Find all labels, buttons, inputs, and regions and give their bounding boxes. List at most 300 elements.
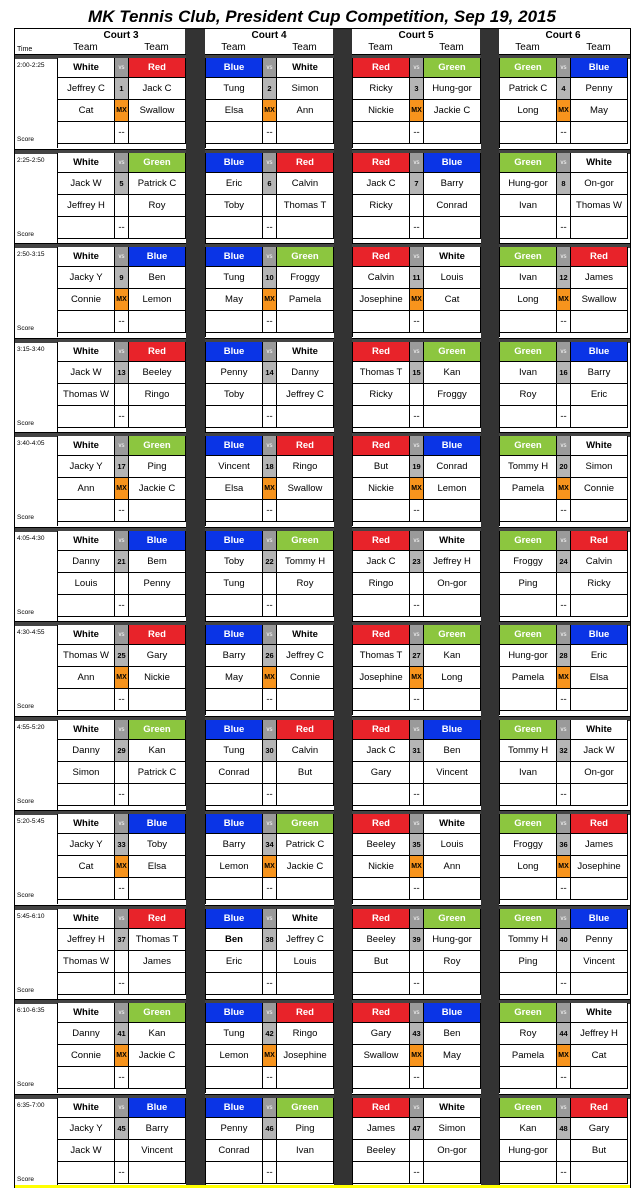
score-input[interactable]: [353, 595, 410, 617]
score-input[interactable]: [500, 973, 557, 995]
score-separator: --: [410, 878, 424, 900]
player-name: James: [129, 951, 186, 973]
score-input[interactable]: [353, 217, 410, 239]
player-name: Eric: [206, 173, 263, 195]
match-number: 35: [410, 834, 424, 856]
score-input[interactable]: [500, 1162, 557, 1184]
court-divider: [334, 905, 352, 1000]
score-input[interactable]: [206, 311, 263, 333]
score-input[interactable]: [571, 973, 628, 995]
team-badge: Green: [500, 436, 557, 456]
vs-label: vs: [115, 1003, 129, 1023]
match-number: 8: [557, 173, 571, 195]
mixed-badge: MX: [410, 856, 424, 878]
score-separator: --: [263, 878, 277, 900]
player-name: Toby: [206, 195, 263, 217]
match-number: 47: [410, 1118, 424, 1140]
court-divider: [481, 338, 499, 433]
player-name: Penny: [571, 929, 628, 951]
player-name: Ivan: [500, 762, 557, 784]
player-name: Kan: [129, 740, 186, 762]
vs-label: vs: [115, 436, 129, 456]
score-input[interactable]: [500, 406, 557, 428]
player-name: Josephine: [571, 856, 628, 878]
blank-cell: [263, 1140, 277, 1162]
score-input[interactable]: [424, 311, 481, 333]
score-input[interactable]: [129, 878, 186, 900]
score-input[interactable]: [424, 973, 481, 995]
score-separator: --: [557, 217, 571, 239]
score-input[interactable]: [206, 1162, 263, 1184]
score-input[interactable]: [129, 595, 186, 617]
team-badge: Blue: [206, 531, 263, 551]
score-input[interactable]: [129, 500, 186, 522]
score-input[interactable]: [206, 122, 263, 144]
score-input[interactable]: [424, 878, 481, 900]
score-input[interactable]: [206, 406, 263, 428]
team-badge: Red: [353, 58, 410, 78]
team-badge: Green: [500, 531, 557, 551]
score-input[interactable]: [277, 973, 334, 995]
score-input[interactable]: [571, 689, 628, 711]
vs-label: vs: [263, 625, 277, 645]
team-badge: Red: [571, 814, 628, 834]
player-name: Jeffrey H: [424, 551, 481, 573]
score-separator: --: [557, 311, 571, 333]
player-name: Ann: [424, 856, 481, 878]
match-block: [205, 1003, 334, 1093]
match-number: 15: [410, 362, 424, 384]
team-badge: Blue: [571, 342, 628, 362]
score-input[interactable]: [277, 406, 334, 428]
team-badge: Red: [277, 153, 334, 173]
vs-label: vs: [263, 342, 277, 362]
score-input[interactable]: [58, 689, 115, 711]
player-name: Jack C: [353, 740, 410, 762]
player-name: Froggy: [277, 267, 334, 289]
score-input[interactable]: [353, 973, 410, 995]
player-name: Cat: [58, 100, 115, 122]
match-number: 32: [557, 740, 571, 762]
time-label: 4:30-4:55: [17, 629, 45, 636]
team-badge: Red: [353, 153, 410, 173]
mixed-badge: MX: [115, 100, 129, 122]
vs-label: vs: [410, 247, 424, 267]
score-input[interactable]: [500, 784, 557, 806]
score-input[interactable]: [424, 689, 481, 711]
mixed-badge: MX: [115, 289, 129, 311]
player-name: Kan: [500, 1118, 557, 1140]
player-name: Josephine: [353, 667, 410, 689]
team-badge: Green: [424, 58, 481, 78]
score-input[interactable]: [500, 217, 557, 239]
player-name: Louis: [424, 834, 481, 856]
vs-label: vs: [410, 625, 424, 645]
player-name: Vincent: [129, 1140, 186, 1162]
score-input[interactable]: [206, 973, 263, 995]
match-number: 22: [263, 551, 277, 573]
score-input[interactable]: [571, 878, 628, 900]
court-divider: [334, 1094, 352, 1189]
match-block: [352, 247, 481, 337]
score-separator: --: [115, 500, 129, 522]
match-block: [57, 247, 186, 337]
player-name: Jackie C: [129, 1045, 186, 1067]
team-badge: Green: [129, 153, 186, 173]
time-label: 5:45-6:10: [17, 912, 45, 920]
mixed-badge: MX: [263, 1045, 277, 1067]
team-badge: Blue: [206, 436, 263, 456]
score-input[interactable]: [353, 689, 410, 711]
player-name: Tung: [206, 740, 263, 762]
match-number: 42: [263, 1023, 277, 1045]
score-input[interactable]: [277, 595, 334, 617]
score-input[interactable]: [206, 689, 263, 711]
court-divider: [481, 527, 499, 622]
blank-cell: [115, 384, 129, 406]
match-number: 48: [557, 1118, 571, 1140]
match-number: 28: [557, 645, 571, 667]
player-name: Pamela: [500, 667, 557, 689]
vs-label: vs: [263, 1003, 277, 1023]
score-input[interactable]: [353, 1162, 410, 1184]
blank-cell: [557, 1140, 571, 1162]
player-name: Simon: [58, 762, 115, 784]
score-separator: --: [557, 878, 571, 900]
vs-label: vs: [410, 531, 424, 551]
court-divider: [186, 716, 205, 811]
score-input[interactable]: [129, 784, 186, 806]
player-name: Jacky Y: [58, 834, 115, 856]
score-input[interactable]: [58, 500, 115, 522]
mixed-badge: MX: [557, 289, 571, 311]
player-name: Vincent: [424, 762, 481, 784]
team-badge: Green: [500, 720, 557, 740]
court-divider: [186, 621, 205, 716]
score-input[interactable]: [58, 595, 115, 617]
vs-label: vs: [263, 720, 277, 740]
score-input[interactable]: [58, 406, 115, 428]
team-column-header: Team: [144, 42, 169, 53]
player-name: Vincent: [571, 951, 628, 973]
score-input[interactable]: [500, 878, 557, 900]
score-input[interactable]: [353, 500, 410, 522]
score-input[interactable]: [353, 878, 410, 900]
player-name: Thomas W: [58, 384, 115, 406]
team-badge: White: [424, 531, 481, 551]
score-input[interactable]: [571, 217, 628, 239]
match-block: [499, 1003, 628, 1093]
match-number: 40: [557, 929, 571, 951]
score-input[interactable]: [58, 1162, 115, 1184]
score-input[interactable]: [424, 784, 481, 806]
match-number: 27: [410, 645, 424, 667]
score-input[interactable]: [353, 1067, 410, 1089]
score-label: Score: [17, 230, 34, 238]
player-name: Jack W: [571, 740, 628, 762]
player-name: Connie: [571, 478, 628, 500]
team-badge: Red: [353, 342, 410, 362]
match-number: 17: [115, 456, 129, 478]
team-badge: Green: [500, 625, 557, 645]
match-block: [352, 814, 481, 904]
score-label: Score: [17, 514, 34, 521]
score-input[interactable]: [277, 122, 334, 144]
blank-cell: [410, 762, 424, 784]
match-number: 18: [263, 456, 277, 478]
score-input[interactable]: [206, 595, 263, 617]
score-input[interactable]: [424, 406, 481, 428]
match-number: 6: [263, 173, 277, 195]
vs-label: vs: [557, 247, 571, 267]
vs-label: vs: [263, 531, 277, 551]
time-slot: [14, 810, 631, 905]
blank-cell: [115, 1140, 129, 1162]
score-input[interactable]: [571, 500, 628, 522]
score-input[interactable]: [571, 311, 628, 333]
score-input[interactable]: [206, 1067, 263, 1089]
court-divider: [334, 716, 352, 811]
score-input[interactable]: [58, 122, 115, 144]
player-name: Gary: [571, 1118, 628, 1140]
blank-cell: [557, 762, 571, 784]
player-name: Louis: [424, 267, 481, 289]
score-input[interactable]: [571, 1162, 628, 1184]
court-divider: [481, 432, 499, 527]
score-input[interactable]: [277, 878, 334, 900]
score-input[interactable]: [500, 311, 557, 333]
score-separator: --: [557, 973, 571, 995]
blank-cell: [410, 195, 424, 217]
score-input[interactable]: [129, 311, 186, 333]
player-name: Toby: [129, 834, 186, 856]
score-separator: --: [410, 973, 424, 995]
player-name: Tommy H: [277, 551, 334, 573]
team-badge: White: [58, 58, 115, 78]
score-input[interactable]: [129, 406, 186, 428]
score-input[interactable]: [129, 217, 186, 239]
blank-cell: [557, 951, 571, 973]
score-input[interactable]: [571, 595, 628, 617]
vs-label: vs: [557, 531, 571, 551]
score-input[interactable]: [500, 595, 557, 617]
match-number: 26: [263, 645, 277, 667]
court-divider: [481, 243, 499, 338]
player-name: Roy: [277, 573, 334, 595]
team-badge: Red: [571, 1098, 628, 1118]
score-input[interactable]: [500, 689, 557, 711]
court-divider: [333, 29, 352, 55]
team-badge: Green: [129, 720, 186, 740]
team-badge: Red: [353, 720, 410, 740]
team-badge: Blue: [424, 720, 481, 740]
player-name: Toby: [206, 551, 263, 573]
score-input[interactable]: [353, 784, 410, 806]
score-input[interactable]: [424, 1067, 481, 1089]
score-input[interactable]: [500, 122, 557, 144]
score-separator: --: [115, 406, 129, 428]
vs-label: vs: [263, 247, 277, 267]
score-input[interactable]: [424, 500, 481, 522]
player-name: Nickie: [353, 856, 410, 878]
player-name: Hung-gor: [424, 78, 481, 100]
score-input[interactable]: [277, 1067, 334, 1089]
player-name: Beeley: [353, 834, 410, 856]
player-name: Jack W: [58, 1140, 115, 1162]
score-separator: --: [557, 500, 571, 522]
team-badge: White: [58, 1098, 115, 1118]
score-input[interactable]: [571, 1067, 628, 1089]
score-input[interactable]: [500, 1067, 557, 1089]
match-number: 21: [115, 551, 129, 573]
score-input[interactable]: [58, 311, 115, 333]
score-input[interactable]: [277, 311, 334, 333]
score-input[interactable]: [571, 406, 628, 428]
team-badge: Blue: [129, 814, 186, 834]
score-input[interactable]: [129, 122, 186, 144]
match-block: [205, 531, 334, 621]
court-header: Court 6: [545, 30, 581, 41]
score-input[interactable]: [206, 217, 263, 239]
score-input[interactable]: [424, 595, 481, 617]
score-input[interactable]: [277, 784, 334, 806]
player-name: Calvin: [277, 173, 334, 195]
team-column-header: Team: [515, 42, 540, 53]
player-name: Penny: [206, 1118, 263, 1140]
match-number: 10: [263, 267, 277, 289]
score-input[interactable]: [58, 217, 115, 239]
court-divider: [186, 432, 205, 527]
player-name: May: [424, 1045, 481, 1067]
player-name: Long: [500, 100, 557, 122]
player-name: Ivan: [500, 362, 557, 384]
score-separator: --: [263, 973, 277, 995]
vs-label: vs: [410, 814, 424, 834]
score-input[interactable]: [129, 973, 186, 995]
player-name: Tommy H: [500, 456, 557, 478]
score-separator: --: [115, 1162, 129, 1184]
player-name: Louis: [277, 951, 334, 973]
score-label: Score: [17, 986, 34, 994]
score-input[interactable]: [129, 1162, 186, 1184]
score-separator: --: [115, 311, 129, 333]
team-badge: Green: [500, 342, 557, 362]
match-block: [352, 531, 481, 621]
team-badge: Red: [277, 436, 334, 456]
player-name: Conrad: [206, 762, 263, 784]
score-input[interactable]: [277, 689, 334, 711]
player-name: Connie: [277, 667, 334, 689]
player-name: Hung-gor: [500, 645, 557, 667]
player-name: Ricky: [353, 384, 410, 406]
player-name: Cat: [571, 1045, 628, 1067]
match-number: 11: [410, 267, 424, 289]
player-name: Tommy H: [500, 740, 557, 762]
score-input[interactable]: [571, 784, 628, 806]
score-separator: --: [410, 122, 424, 144]
mixed-badge: MX: [557, 1045, 571, 1067]
match-block: [205, 625, 334, 715]
player-name: Beeley: [129, 362, 186, 384]
score-input[interactable]: [58, 784, 115, 806]
score-input[interactable]: [277, 1162, 334, 1184]
match-number: 3: [410, 78, 424, 100]
player-name: Jackie C: [424, 100, 481, 122]
team-badge: Blue: [129, 247, 186, 267]
match-block: [205, 153, 334, 243]
score-input[interactable]: [206, 500, 263, 522]
score-input[interactable]: [424, 122, 481, 144]
score-input[interactable]: [424, 1162, 481, 1184]
team-badge: Green: [500, 1098, 557, 1118]
team-badge: Blue: [424, 436, 481, 456]
vs-label: vs: [410, 436, 424, 456]
vs-label: vs: [115, 720, 129, 740]
score-input[interactable]: [129, 1067, 186, 1089]
score-input[interactable]: [277, 500, 334, 522]
score-input[interactable]: [206, 784, 263, 806]
score-input[interactable]: [206, 878, 263, 900]
score-input[interactable]: [571, 122, 628, 144]
time-slot: [14, 999, 631, 1094]
vs-label: vs: [263, 909, 277, 929]
score-input[interactable]: [58, 878, 115, 900]
match-number: 45: [115, 1118, 129, 1140]
score-separator: --: [410, 406, 424, 428]
match-block: [352, 342, 481, 432]
time-column-header: Time: [17, 46, 33, 53]
score-label: Score: [17, 892, 34, 899]
court-divider: [481, 1094, 499, 1189]
player-name: Patrick C: [277, 834, 334, 856]
score-separator: --: [263, 1162, 277, 1184]
score-input[interactable]: [277, 217, 334, 239]
page-title: MK Tennis Club, President Cup Competition, Sep 19, 2015: [88, 7, 556, 26]
score-input[interactable]: [129, 689, 186, 711]
blank-cell: [263, 195, 277, 217]
match-number: 1: [115, 78, 129, 100]
player-name: Long: [500, 856, 557, 878]
score-input[interactable]: [424, 217, 481, 239]
score-input[interactable]: [353, 122, 410, 144]
score-input[interactable]: [500, 500, 557, 522]
player-name: Jackie C: [277, 856, 334, 878]
score-input[interactable]: [353, 311, 410, 333]
player-name: Barry: [571, 362, 628, 384]
player-name: Long: [424, 667, 481, 689]
player-name: Ann: [58, 478, 115, 500]
time-label: 2:50-3:15: [17, 251, 45, 258]
match-number: 9: [115, 267, 129, 289]
team-badge: Blue: [206, 342, 263, 362]
team-badge: White: [571, 153, 628, 173]
score-input[interactable]: [58, 1067, 115, 1089]
team-badge: Green: [277, 1098, 334, 1118]
match-block: [205, 814, 334, 904]
team-badge: Red: [353, 1098, 410, 1118]
score-separator: --: [410, 217, 424, 239]
match-block: [499, 342, 628, 432]
score-input[interactable]: [353, 406, 410, 428]
player-name: Nickie: [353, 478, 410, 500]
mixed-badge: MX: [263, 856, 277, 878]
score-label: Score: [17, 608, 34, 616]
court-divider: [186, 338, 205, 433]
score-input[interactable]: [58, 973, 115, 995]
match-block: [352, 58, 481, 148]
player-name: Danny: [58, 1023, 115, 1045]
player-name: Ringo: [277, 456, 334, 478]
